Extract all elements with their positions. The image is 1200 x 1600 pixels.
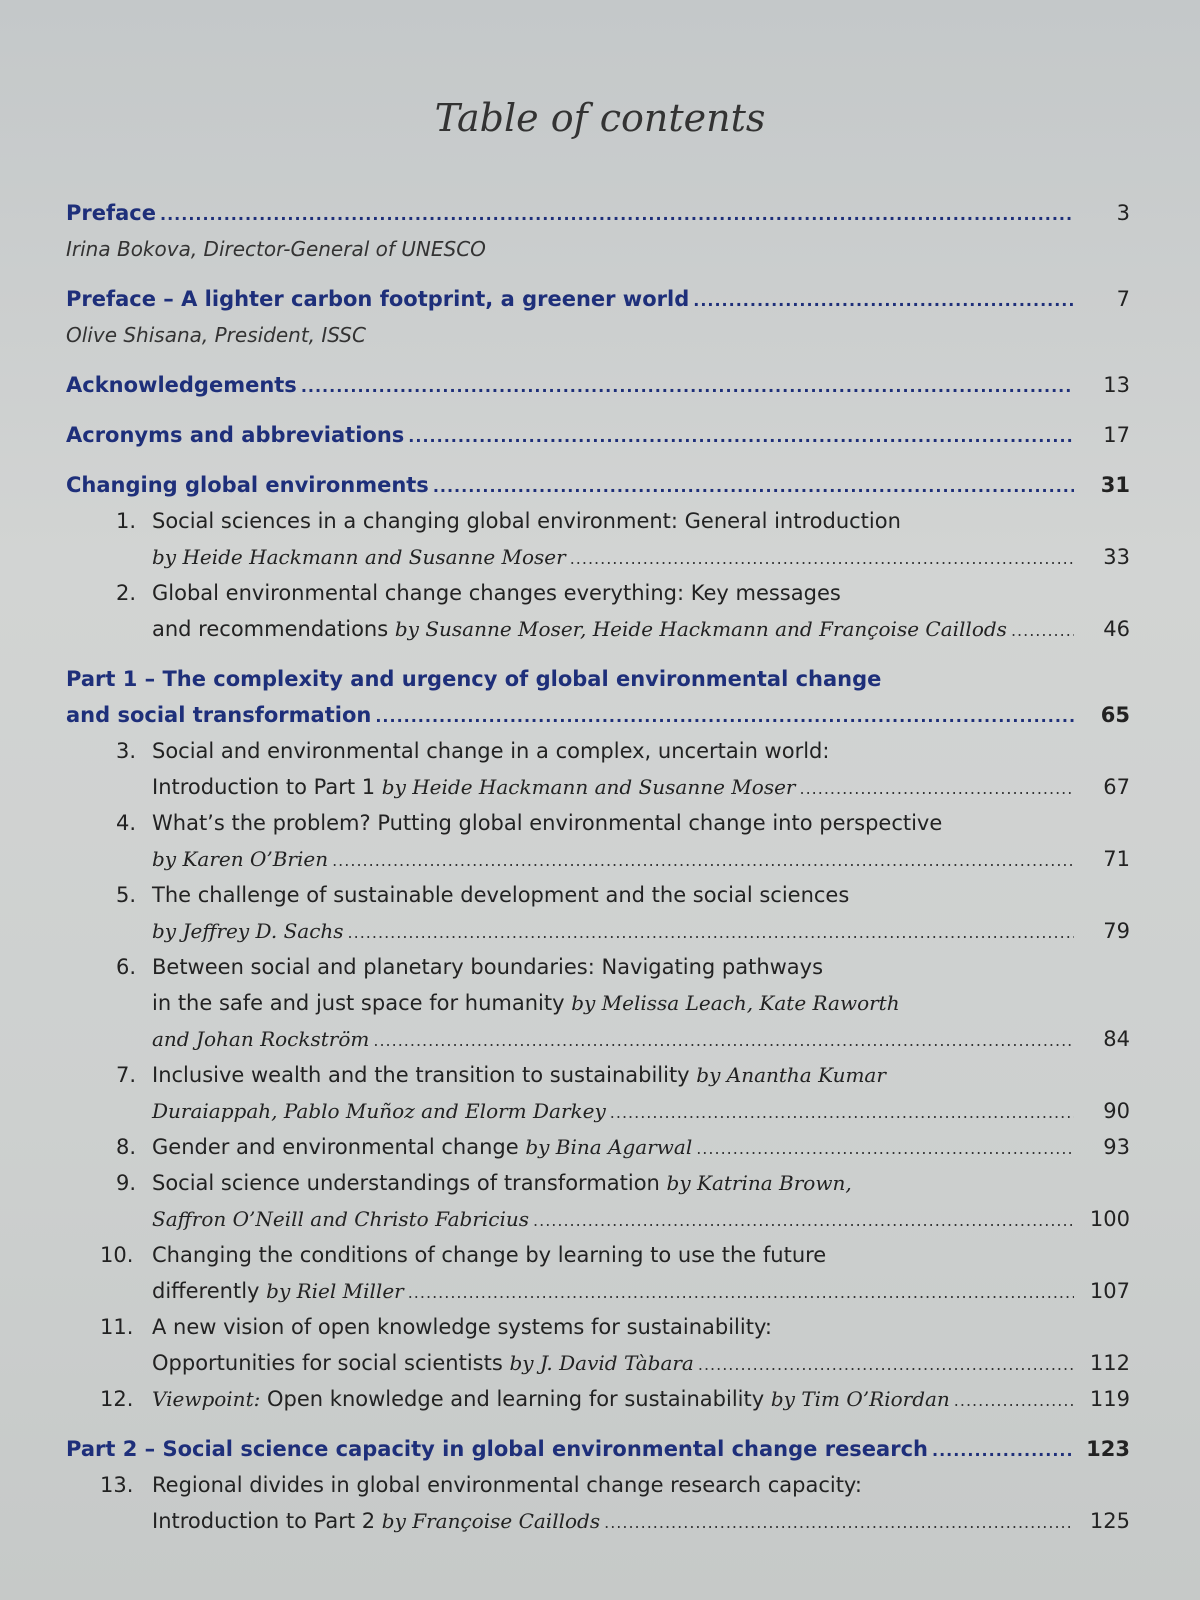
toc-entry-preface-carbon[interactable]: [66, 281, 1130, 317]
toc-chapter-9[interactable]: [66, 1165, 1130, 1237]
chapter-number: 8.: [116, 1135, 137, 1159]
chapter-author: by Françoise Caillods: [381, 1509, 601, 1533]
chapter-title: Introduction to Part 1: [152, 775, 382, 799]
toc-part-1[interactable]: [66, 697, 1130, 733]
chapter-author: by Jeffrey D. Sachs: [152, 919, 344, 943]
toc-entry-acknowledgements[interactable]: [66, 367, 1130, 403]
chapter-author: Duraiappah, Pablo Muñoz and Elorm Darkey: [152, 1099, 606, 1123]
dot-leader: [373, 1021, 1074, 1059]
dot-leader: [799, 769, 1074, 807]
entry-author: Olive Shisana, President, ISSC: [66, 323, 366, 347]
dot-leader: [1011, 611, 1074, 649]
toc-chapter-6[interactable]: [66, 949, 1130, 1057]
chapter-title: Inclusive wealth and the transition to sustainability: [152, 1063, 697, 1087]
chapter-title: differently: [152, 1279, 267, 1303]
toc-chapter-3[interactable]: [66, 733, 1130, 805]
page-number: 3: [1116, 201, 1130, 225]
page-number: 125: [1089, 1509, 1130, 1533]
page-number: 112: [1089, 1351, 1130, 1375]
page-number: 84: [1103, 1027, 1130, 1051]
dot-leader: [932, 1431, 1074, 1469]
toc-chapter-1[interactable]: [66, 503, 1130, 575]
toc-part-2[interactable]: [66, 1431, 1130, 1467]
toc-chapter-10[interactable]: [66, 1237, 1130, 1309]
page-number: 107: [1089, 1279, 1130, 1303]
chapter-author: by Riel Miller: [266, 1279, 404, 1303]
chapter-number: 12.: [100, 1387, 134, 1411]
chapter-author: by Tim O’Riordan: [770, 1387, 950, 1411]
dot-leader: [954, 1381, 1074, 1419]
chapter-title: Open knowledge and learning for sustainability: [260, 1387, 771, 1411]
chapter-number: 7.: [116, 1063, 137, 1087]
entry-title: Acknowledgements: [66, 373, 297, 397]
page-number: 93: [1103, 1135, 1130, 1159]
dot-leader: [375, 697, 1074, 735]
chapter-title: Regional divides in global environmental change research capacity:: [152, 1473, 862, 1497]
page-number: 17: [1103, 423, 1130, 447]
chapter-author: by Karen O’Brien: [152, 847, 329, 871]
dot-leader: [698, 1345, 1074, 1383]
page-number: 65: [1100, 703, 1130, 727]
toc-section-changing-global-environments[interactable]: [66, 467, 1130, 503]
dot-leader: [348, 913, 1074, 951]
entry-title: Preface – A lighter carbon footprint, a greener world: [66, 287, 690, 311]
chapter-number: 2.: [116, 581, 137, 605]
toc-chapter-4[interactable]: [66, 805, 1130, 877]
chapter-title: What’s the problem? Putting global environmental change into perspective: [152, 811, 943, 835]
chapter-title: Opportunities for social scientists: [152, 1351, 510, 1375]
page-number: 46: [1103, 617, 1130, 641]
chapter-number: 11.: [100, 1315, 134, 1339]
dot-leader: [604, 1503, 1074, 1541]
chapter-number: 5.: [116, 883, 137, 907]
toc-chapter-8[interactable]: [66, 1129, 1130, 1165]
dot-leader: [533, 1201, 1074, 1239]
chapter-title: in the safe and just space for humanity: [152, 991, 572, 1015]
page-number: 71: [1103, 847, 1130, 871]
toc-chapter-13[interactable]: [66, 1467, 1130, 1539]
page-title: Table of contents: [434, 96, 766, 140]
dot-leader: [408, 417, 1074, 455]
dot-leader: [408, 1273, 1074, 1311]
toc-chapter-5[interactable]: [66, 877, 1130, 949]
dot-leader: [610, 1093, 1074, 1131]
page-number: 100: [1089, 1207, 1130, 1231]
chapter-title: A new vision of open knowledge systems for sustainability:: [152, 1315, 772, 1339]
chapter-author: by J. David Tàbara: [509, 1351, 694, 1375]
chapter-title: Social science understandings of transformation: [152, 1171, 667, 1195]
page-number: 79: [1103, 919, 1130, 943]
entry-title: Part 2 – Social science capacity in global environmental change research: [66, 1437, 928, 1461]
dot-leader: [301, 367, 1074, 405]
chapter-title: Social and environmental change in a complex, uncertain world:: [152, 739, 830, 763]
page-number: 123: [1086, 1437, 1130, 1461]
entry-author: Irina Bokova, Director-General of UNESCO: [66, 237, 486, 261]
dot-leader: [570, 539, 1074, 577]
page-number: 33: [1103, 545, 1130, 569]
chapter-author: by Heide Hackmann and Susanne Moser: [152, 545, 566, 569]
chapter-title: Global environmental change changes everything: Key messages: [152, 581, 841, 605]
chapter-author: by Melissa Leach, Kate Raworth: [571, 991, 900, 1015]
dot-leader: [693, 281, 1074, 319]
chapter-number: 6.: [116, 955, 137, 979]
chapter-author: by Anantha Kumar: [696, 1063, 886, 1087]
page-number: 90: [1103, 1099, 1130, 1123]
chapter-author: Saffron O’Neill and Christo Fabricius: [152, 1207, 530, 1231]
dot-leader: [696, 1129, 1074, 1167]
page-number: 119: [1089, 1387, 1130, 1411]
chapter-author: by Susanne Moser, Heide Hackmann and Françoise Caillods: [394, 617, 1007, 641]
chapter-title: Gender and environmental change: [152, 1135, 526, 1159]
toc-chapter-7[interactable]: [66, 1057, 1130, 1129]
entry-title: and social transformation: [66, 703, 372, 727]
chapter-number: 4.: [116, 811, 137, 835]
chapter-author: and Johan Rockström: [152, 1027, 370, 1051]
toc-chapter-2[interactable]: [66, 575, 1130, 647]
toc-part-1-title[interactable]: Part 1 – The complexity and urgency of global environmental change: [66, 667, 882, 691]
page-number: 13: [1103, 373, 1130, 397]
toc-entry-preface[interactable]: [66, 195, 1130, 231]
chapter-title: and recommendations: [152, 617, 395, 641]
chapter-author: by Katrina Brown,: [666, 1171, 852, 1195]
chapter-number: 13.: [100, 1473, 134, 1497]
table-of-contents: [66, 195, 1130, 1539]
chapter-title: Introduction to Part 2: [152, 1509, 382, 1533]
chapter-author: by Bina Agarwal: [525, 1135, 693, 1159]
page-number: 31: [1100, 473, 1130, 497]
entry-title: Acronyms and abbreviations: [66, 423, 405, 447]
toc-chapter-12[interactable]: [66, 1381, 1130, 1417]
chapter-title: Between social and planetary boundaries: Navigating pathways: [152, 955, 824, 979]
chapter-number: 1.: [116, 509, 137, 533]
toc-entry-acronyms[interactable]: [66, 417, 1130, 453]
chapter-title: Changing the conditions of change by learning to use the future: [152, 1243, 827, 1267]
entry-title: Preface: [66, 201, 156, 225]
dot-leader: [433, 467, 1074, 505]
chapter-number: 10.: [100, 1243, 134, 1267]
page-number: 67: [1103, 775, 1130, 799]
chapter-author: by Heide Hackmann and Susanne Moser: [381, 775, 796, 799]
toc-chapter-11[interactable]: [66, 1309, 1130, 1381]
chapter-number: 9.: [116, 1171, 137, 1195]
chapter-number: 3.: [116, 739, 137, 763]
page-number: 7: [1116, 287, 1130, 311]
viewpoint-label: Viewpoint:: [152, 1387, 261, 1411]
dot-leader: [160, 195, 1074, 233]
entry-title: Changing global environments: [66, 473, 429, 497]
dot-leader: [332, 841, 1074, 879]
chapter-title: Social sciences in a changing global environment: General introduction: [152, 509, 901, 533]
chapter-title: The challenge of sustainable development and the social sciences: [152, 883, 850, 907]
